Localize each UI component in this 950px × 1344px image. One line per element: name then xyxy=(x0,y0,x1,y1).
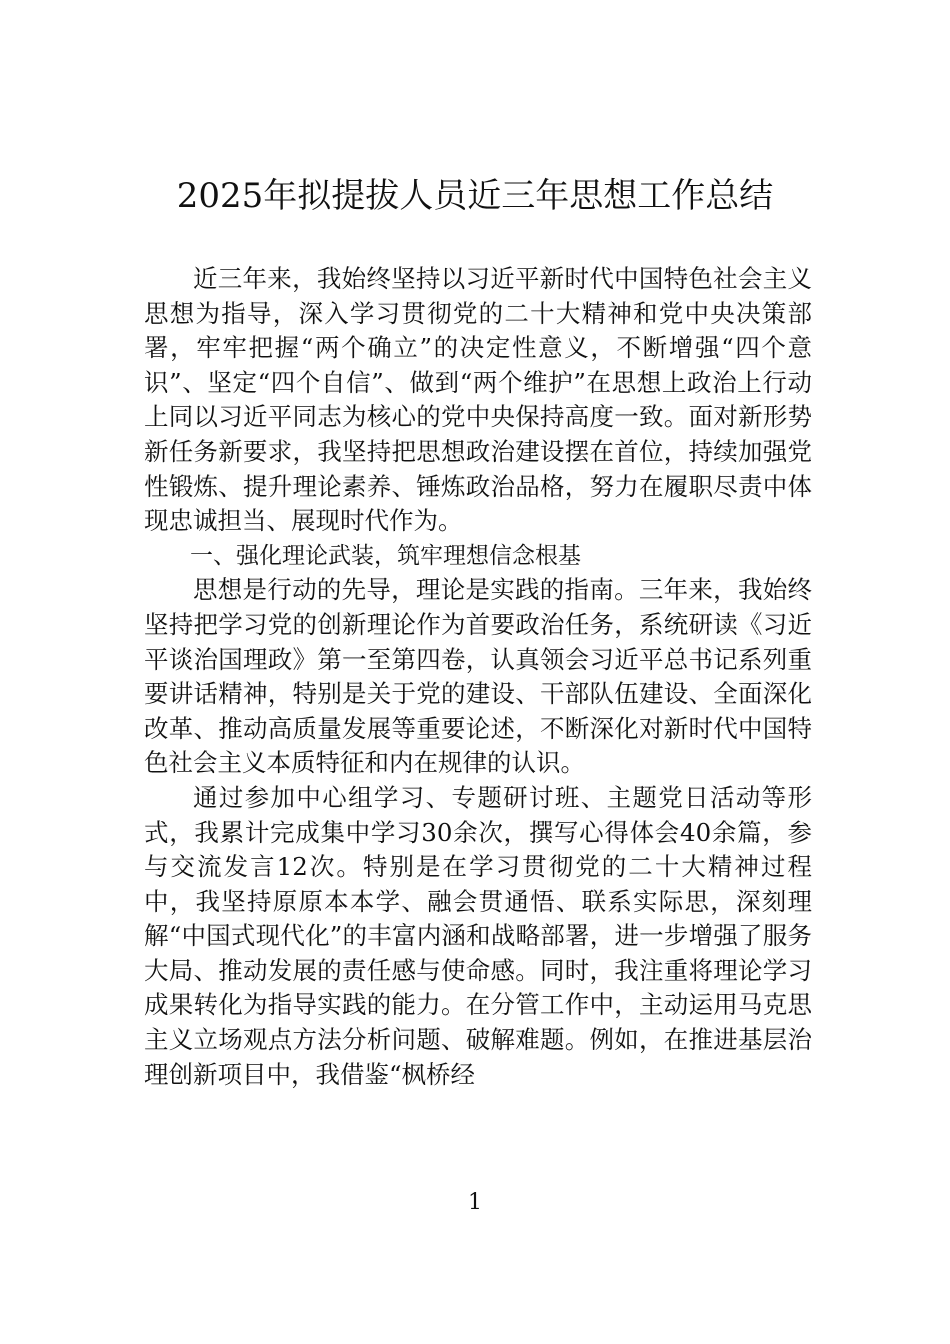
section-heading-1: 一、强化理论武装，筑牢理想信念根基 xyxy=(190,542,581,569)
paragraph-theory: 思想是行动的先导，理论是实践的指南。三年来，我始终坚持把学习党的创新理论作为首要政治任务，系统研读《习近平谈治国理政》第一至第四卷，认真领会习近平总书记系列重要讲话精神，特别是关于党的建设、干部队伍建设、全面深化改革、推动高质量发展等重要论述，不断深化对新时代中国特色社会主义本质特征和内在规律的认识。 xyxy=(144,575,812,778)
paragraph-study-activities: 通过参加中心组学习、专题研讨班、主题党日活动等形式，我累计完成集中学习30余次，撰写心得体会40余篇，参与交流发言12次。特别是在学习贯彻党的二十大精神过程中，我坚持原原本本学、融会贯通悟、联系实际思，深刻理解“中国式现代化”的丰富内涵和战略部署，进一步增强了服务大局、推动发展的责任感与使命感。同时，我注重将理论学习成果转化为指导实践的能力。在分管工作中，主动运用马克思主义立场观点方法分析问题、破解难题。例如，在推进基层治理创新项目中，我借鉴“枫桥经 xyxy=(144,782,812,1089)
document-body xyxy=(144,262,812,1092)
document-title: 2025年拟提拔人员近三年思想工作总结 xyxy=(176,176,774,216)
page-number: 1 xyxy=(468,1190,482,1215)
paragraph-intro: 近三年来，我始终坚持以习近平新时代中国特色社会主义思想为指导，深入学习贯彻党的二十大精神和党中央决策部署，牢牢把握“两个确立”的决定性意义，不断增强“四个意识”、坚定“四个自信”、做到“两个维护”在思想上政治上行动上同以习近平同志为核心的党中央保持高度一致。面对新形势新任务新要求，我坚持把思想政治建设摆在首位，持续加强党性锻炼、提升理论素养、锤炼政治品格，努力在履职尽责中体现忠诚担当、展现时代作为。 xyxy=(144,264,812,536)
